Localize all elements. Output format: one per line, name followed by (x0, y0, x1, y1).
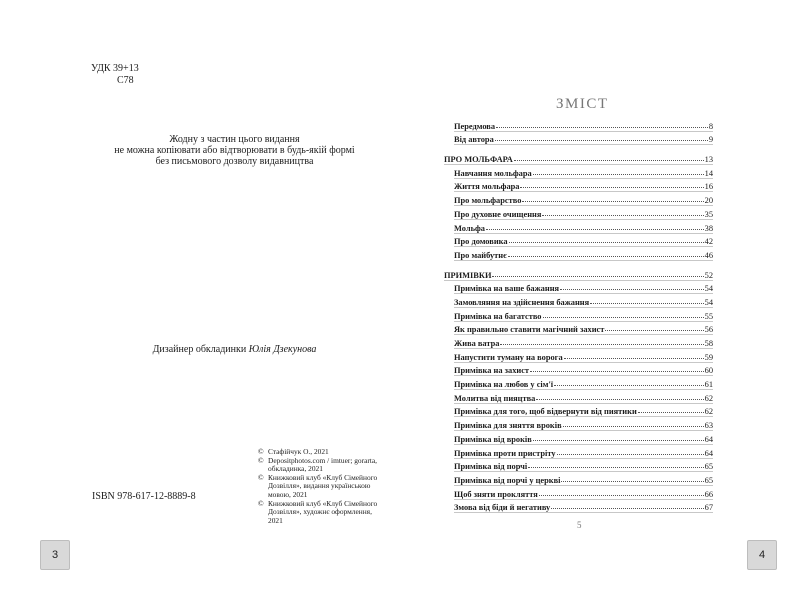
toc-entry-title: Молитва від пияцтва (454, 393, 536, 403)
toc-page-number: 35 (704, 209, 713, 219)
toc-row (454, 206, 713, 220)
toc-entry-title: Змова від біди й негативу (454, 503, 551, 513)
toc-row (454, 281, 713, 295)
toc-page-number: 62 (704, 407, 713, 417)
isbn: ISBN 978-617-12-8889-8 (92, 491, 196, 502)
copyright-line: Жодну з частин цього видання (169, 134, 300, 145)
copyright-icon: © (258, 472, 264, 482)
toc-leader-dots (496, 127, 708, 128)
toc-page-number: 13 (704, 155, 713, 165)
toc-leader-dots (520, 187, 703, 188)
udk-block (91, 63, 139, 87)
toc-leader-dots (542, 215, 703, 216)
toc-leader-dots (530, 371, 704, 372)
toc-entry-title: ПРО МОЛЬФАРА (444, 155, 513, 165)
toc-section-row (444, 267, 713, 281)
toc-leader-dots (533, 174, 704, 175)
credit-item (258, 500, 378, 526)
toc-row (454, 417, 713, 431)
toc-row (454, 459, 713, 473)
toc-row (454, 431, 713, 445)
toc-page-number: 56 (704, 325, 713, 335)
toc-entry-title: Про духовне очищення (454, 209, 542, 219)
toc-leader-dots (539, 495, 704, 496)
toc-row (454, 472, 713, 486)
toc-leader-dots (543, 317, 704, 318)
toc-row (454, 234, 713, 248)
toc-row (454, 308, 713, 322)
toc-page-number: 14 (704, 168, 713, 178)
toc-title: ЗМІСТ (556, 96, 609, 112)
toc-row (454, 247, 713, 261)
toc-entry-title: Примівка від порчі у церкві (454, 475, 561, 485)
toc-entry-title: Примівка на ваше бажання (454, 284, 560, 294)
toc-row (454, 192, 713, 206)
toc-entry-title: Про майбутнє (454, 250, 507, 260)
toc-leader-dots (495, 140, 708, 141)
toc-entry-title: Навчання мольфара (454, 168, 532, 178)
toc-entry-title: Жива ватра (454, 339, 500, 348)
toc-row (454, 294, 713, 308)
toc-page-number: 16 (704, 182, 713, 192)
toc-page-number: 62 (704, 393, 713, 403)
toc-page-number: 8 (708, 121, 713, 131)
toc-row (454, 376, 713, 390)
table-of-contents (444, 118, 713, 513)
toc-row (454, 179, 713, 193)
toc-row (454, 445, 713, 459)
toc-entry-title: Примівка проти пристріту (454, 448, 556, 458)
toc-leader-dots (533, 440, 704, 441)
toc-page-number: 64 (704, 448, 713, 458)
toc-page-number: 67 (704, 503, 713, 513)
toc-page-number: 66 (704, 489, 713, 499)
credits-block (258, 448, 378, 525)
toc-entry-title: Про домовика (454, 237, 508, 247)
copyright-icon: © (258, 498, 264, 508)
toc-entry-title: Замовляння на здійснення бажання (454, 297, 590, 307)
toc-leader-dots (557, 454, 704, 455)
page-number-right[interactable]: 4 (747, 540, 777, 570)
toc-entry-title: ПРИМІВКИ (444, 270, 492, 280)
toc-leader-dots (486, 229, 704, 230)
credit-item (258, 474, 378, 500)
toc-entry-title: Мольфа (454, 223, 485, 233)
toc-entry-title: Життя мольфара (454, 182, 520, 192)
toc-page-number: 63 (704, 421, 713, 431)
toc-row (454, 349, 713, 363)
toc-leader-dots (551, 508, 703, 509)
designer-name: Юлія Дзекунова (248, 344, 317, 355)
toc-entry-title: Примівка для того, щоб відвернути від пиятики (454, 407, 637, 417)
toc-entry-title: Примівка на любов у сім'ї (454, 380, 554, 390)
credit-item (258, 457, 378, 474)
cover-designer (92, 344, 377, 355)
toc-entry-title: Щоб зняти прокляття (454, 489, 538, 499)
toc-leader-dots (590, 303, 703, 304)
toc-page-number: 9 (708, 135, 713, 145)
toc-page-number: 46 (704, 250, 713, 260)
toc-page-number: 55 (704, 311, 713, 321)
toc-page-number: 65 (704, 462, 713, 472)
toc-page-number: 20 (704, 196, 713, 206)
printed-folio: 5 (577, 520, 582, 530)
toc-leader-dots (605, 330, 703, 331)
toc-section-row (444, 151, 713, 165)
toc-page-number: 42 (704, 237, 713, 247)
toc-row (454, 165, 713, 179)
toc-entry-title: Про мольфарство (454, 196, 522, 206)
toc-entry-title: Напустити туману на ворога (454, 352, 563, 362)
toc-entry-title: Примівка для зняття вроків (454, 421, 562, 431)
toc-page-number: 38 (704, 223, 713, 233)
toc-entry-title: Примівка від вроків (454, 434, 532, 444)
toc-leader-dots (508, 256, 704, 257)
toc-leader-dots (492, 276, 703, 277)
toc-entry-title: Від автора (454, 135, 494, 145)
designer-label: Дизайнер обкладинки (152, 344, 247, 355)
toc-row (454, 404, 713, 418)
page-number-left[interactable]: 3 (40, 540, 70, 570)
toc-row (454, 322, 713, 336)
toc-page-number: 64 (704, 434, 713, 444)
toc-page-number: 52 (704, 270, 713, 280)
toc-entry-title: Як правильно ставити магічний захист (454, 325, 605, 335)
toc-row (454, 118, 713, 132)
copyright-line: без письмового дозволу видавництва (155, 156, 314, 167)
toc-leader-dots (500, 344, 703, 345)
copyright-notice (92, 134, 377, 167)
toc-page-number: 61 (704, 380, 713, 390)
toc-leader-dots (554, 385, 704, 386)
toc-row (454, 220, 713, 234)
udk-sub: С78 (117, 75, 134, 86)
credit-text: Книжковий клуб «Клуб Сімейного Дозвілля», художнє оформлення, 2021 (268, 498, 378, 525)
credit-text: Depositphotos.com / imtuer; gorarta, обкладинка, 2021 (268, 455, 377, 474)
toc-row (454, 363, 713, 377)
toc-entry-title: Примівка на багатство (454, 311, 542, 321)
toc-leader-dots (528, 467, 703, 468)
toc-leader-dots (560, 289, 704, 290)
toc-leader-dots (536, 399, 703, 400)
udk-code: УДК 39+13 (91, 63, 139, 74)
copyright-icon: © (258, 455, 264, 465)
toc-row (454, 500, 713, 514)
toc-entry-title: Передмова (454, 121, 496, 131)
toc-leader-dots (638, 412, 704, 413)
copyright-icon: © (258, 447, 264, 456)
toc-page-number: 54 (704, 297, 713, 307)
toc-page-number: 58 (704, 339, 713, 348)
credit-text: Книжковий клуб «Клуб Сімейного Дозвілля», видання українською мовою, 2021 (268, 472, 378, 499)
copyright-line: не можна копіювати або відтворювати в будь-якій формі (114, 145, 355, 156)
toc-leader-dots (522, 201, 703, 202)
toc-row (454, 335, 713, 349)
toc-page-number: 60 (704, 366, 713, 376)
toc-leader-dots (563, 426, 704, 427)
toc-leader-dots (564, 358, 704, 359)
toc-entry-title: Примівка від порчі (454, 462, 528, 472)
toc-page-number: 54 (704, 284, 713, 294)
toc-leader-dots (514, 160, 704, 161)
toc-page-number: 59 (704, 352, 713, 362)
credit-text: Стафійчук О., 2021 (268, 447, 329, 456)
toc-page-number: 65 (704, 475, 713, 485)
toc-entry-title: Примівка на захист (454, 366, 530, 376)
toc-leader-dots (509, 242, 704, 243)
toc-row (454, 486, 713, 500)
toc-row (454, 390, 713, 404)
toc-row (454, 132, 713, 146)
toc-leader-dots (561, 481, 703, 482)
